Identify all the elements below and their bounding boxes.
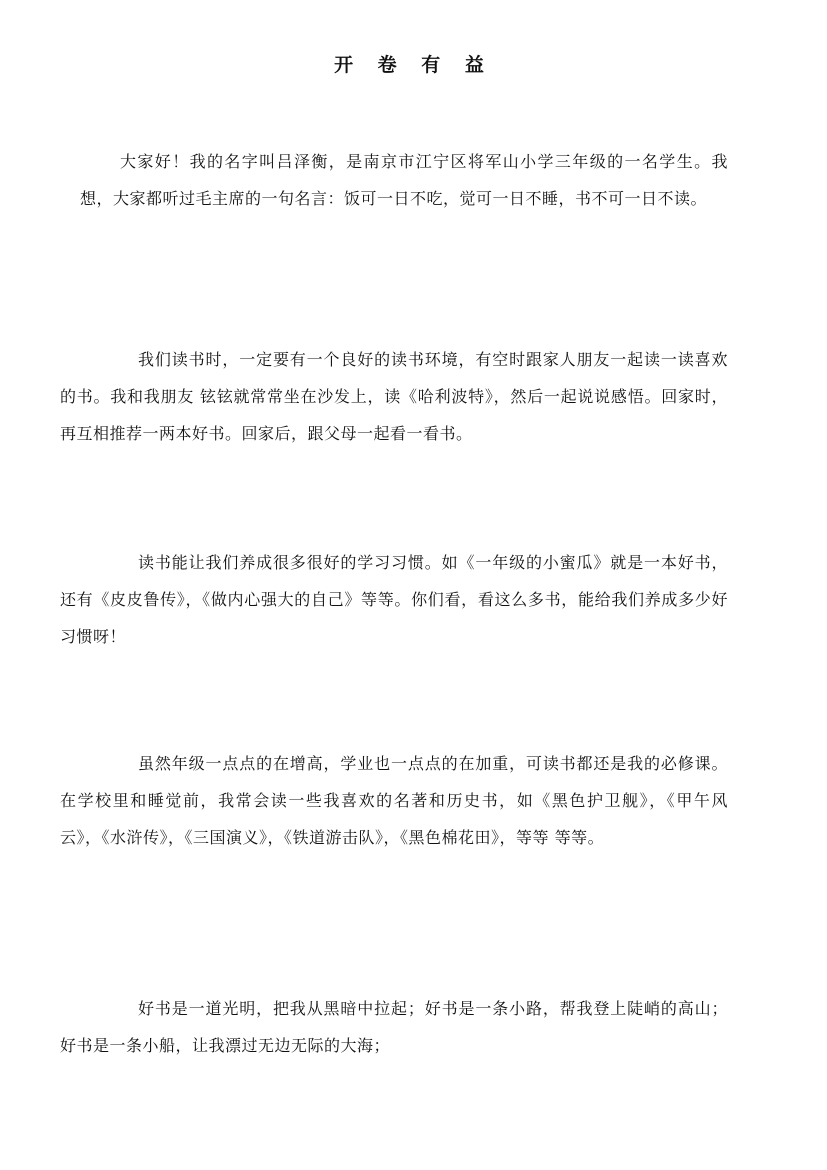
paragraph-introduction: 大家好！我的名字叫吕泽衡，是南京市江宁区将军山小学三年级的一名学生。我想，大家都听过毛主席的一句名言：饭可一日不吃，觉可一日不睡，书不可一日不读。 <box>80 152 728 208</box>
paragraph-good-habits: 读书能让我们养成很多很好的学习习惯。如《一年级的小蜜瓜》就是一本好书，还有《皮皮鲁传》，《做内心强大的自己》等等。你们看，看这么多书，能给我们养成多少好习惯呀！ <box>60 553 728 646</box>
document-title: 开 卷 有 益 <box>334 54 493 76</box>
paragraph-required-course: 虽然年级一点点的在增高，学业也一点点的在加重，可读书都还是我的必修课。在学校里和睡觉前，我常会读一些我喜欢的名著和历史书，如《黑色护卫舰》，《甲午风云》，《水浒传》，《三国演义》，《铁道游击队》，《黑色棉花田》，等等 等等。 <box>60 754 728 847</box>
paragraph-good-books: 好书是一道光明，把我从黑暗中拉起；好书是一条小路，帮我登上陡峭的高山；好书是一条小船，让我漂过无边无际的大海； <box>60 999 728 1055</box>
paragraph-reading-environment: 我们读书时，一定要有一个良好的读书环境，有空时跟家人朋友一起读一读喜欢的书。我和我朋友 铉铉就常常坐在沙发上，读《哈利波特》，然后一起说说感悟。回家时，再互相推荐一两本好书。回家后，跟父母一起看一看书。 <box>60 350 728 443</box>
